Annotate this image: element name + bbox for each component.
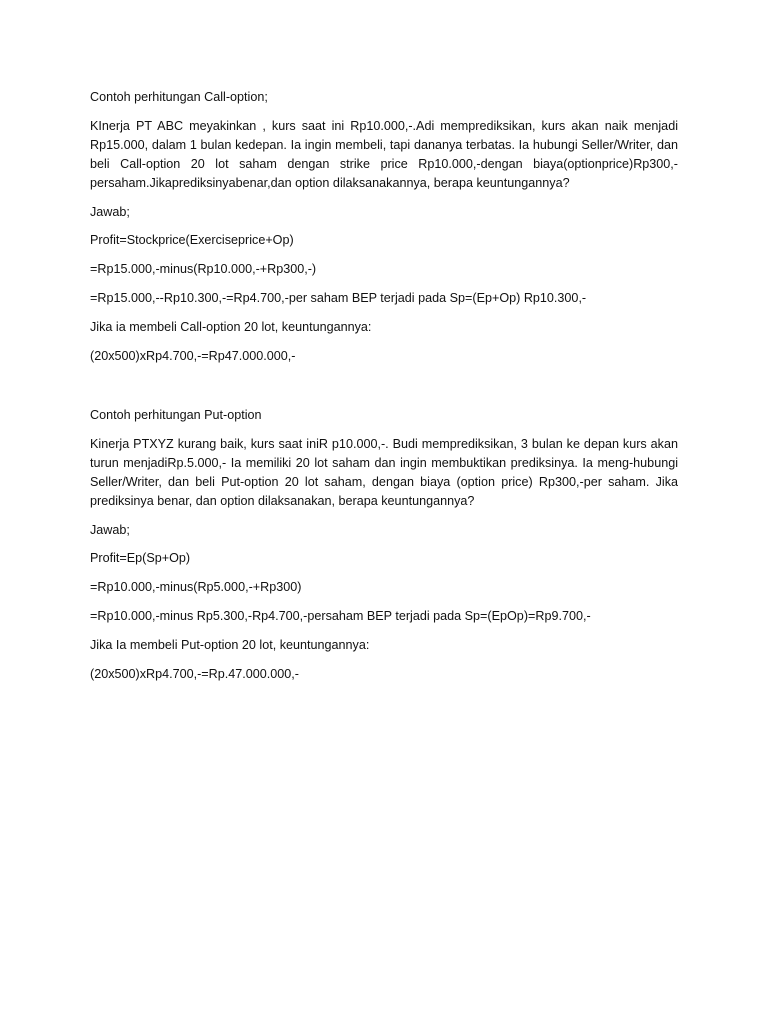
call-option-result-bep: =Rp15.000,--Rp10.300,-=Rp4.700,-per saham BEP terjadi pada Sp=(Ep+Op) Rp10.300,- <box>90 290 587 305</box>
call-option-lot-question: Jika ia membeli Call-option 20 lot, keuntungannya: <box>90 319 372 334</box>
put-option-answer-label: Jawab; <box>90 522 130 537</box>
call-option-substitution: =Rp15.000,-minus(Rp10.000,-+Rp300,-) <box>90 262 317 277</box>
put-option-heading: Contoh perhitungan Put-option <box>90 408 262 422</box>
put-option-total-profit: (20x500)xRp4.700,-=Rp.47.000.000,- <box>90 666 299 681</box>
call-option-answer-label: Jawab; <box>90 204 130 219</box>
put-option-section <box>90 406 678 693</box>
put-option-problem-text: Kinerja PTXYZ kurang baik, kurs saat iniR p10.000,-. Budi memprediksikan, 3 bulan ke depan kurs akan turun menjadiRp.5.000,- Ia memiliki 20 lot saham dan ingin membuktikan prediksinya. Ia meng-hubungi Seller/Writer, dan beli Put-option 20 lot saham, dengan biaya (option price) Rp300,-per saham. Jika prediksinya benar, dan option dilaksanakan, berapa keuntungannya? <box>90 436 678 508</box>
put-option-lot-question: Jika Ia membeli Put-option 20 lot, keuntungannya: <box>90 637 370 652</box>
put-option-formula: Profit=Ep(Sp+Op) <box>90 551 191 566</box>
put-option-substitution: =Rp10.000,-minus(Rp5.000,-+Rp300) <box>90 580 302 595</box>
call-option-formula: Profit=Stockprice(Exerciseprice+Op) <box>90 233 294 248</box>
call-option-problem-text: KInerja PT ABC meyakinkan , kurs saat ini Rp10.000,-.Adi memprediksikan, kurs akan naik menjadi Rp15.000, dalam 1 bulan kedepan. Ia ingin membeli, tapi dananya terbatas. Ia hubungi Seller/Writer, dan beli Call-option 20 lot saham dengan strike price Rp10.000,-dengan biaya(optionprice)Rp300,-persaham.Jikaprediksinyabenar,dan option dilaksanakannya, berapa keuntungannya? <box>90 118 678 190</box>
call-option-section <box>90 88 678 375</box>
call-option-heading: Contoh perhitungan Call-option; <box>90 90 268 104</box>
put-option-result-bep: =Rp10.000,-minus Rp5.300,-Rp4.700,-persaham BEP terjadi pada Sp=(EpOp)=Rp9.700,- <box>90 608 591 623</box>
call-option-total-profit: (20x500)xRp4.700,-=Rp47.000.000,- <box>90 348 296 363</box>
